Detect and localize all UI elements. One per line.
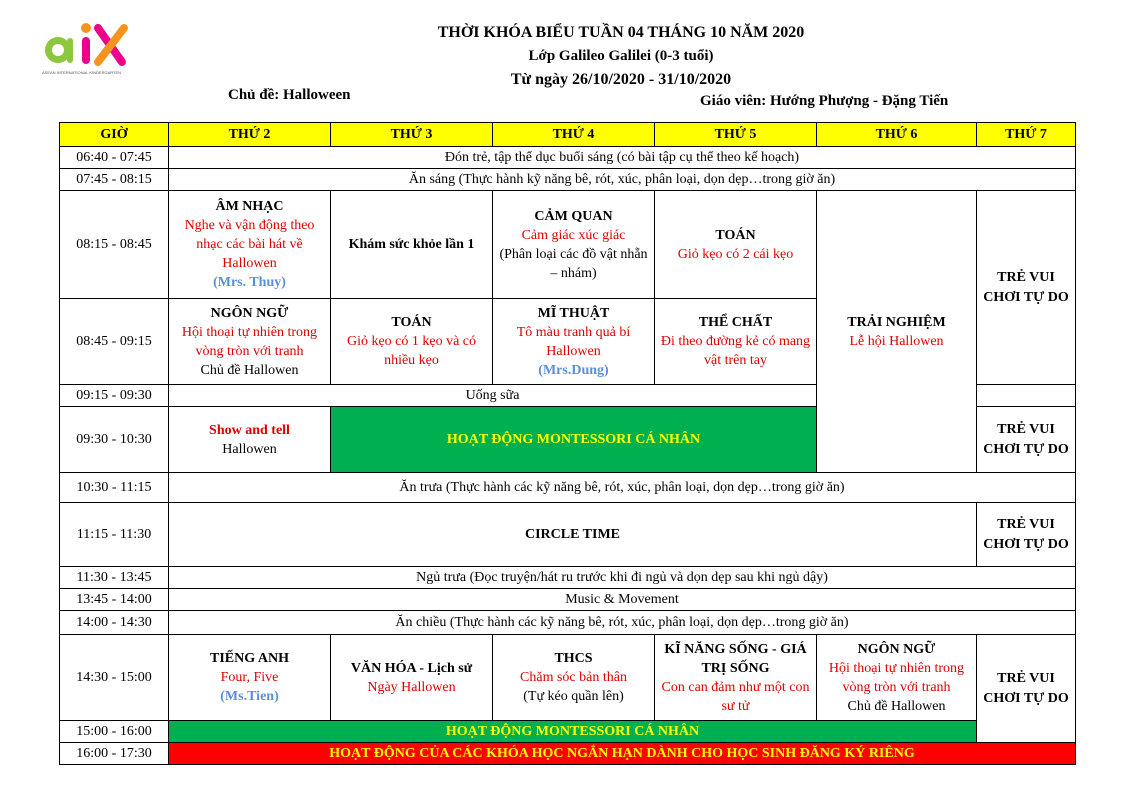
table-row [60, 191, 1076, 299]
time-cell: 15:00 - 16:00 [60, 721, 169, 743]
lesson-title: NGÔN NGỮ [857, 641, 936, 657]
lesson-cell [493, 635, 655, 721]
lesson-teacher: (Ms.Tien) [220, 689, 279, 704]
free-play-cell: TRẺ VUI CHƠI TỰ DO [977, 191, 1076, 385]
class-line: Lớp Galileo Galilei (0-3 tuổi) [528, 48, 714, 64]
header-row [60, 123, 1076, 147]
free-play-cell: TRẺ VUI CHƠI TỰ DO [977, 503, 1076, 567]
table-row [60, 743, 1076, 765]
lesson-teacher: (Mrs. Thuy) [213, 275, 286, 290]
table-row [60, 473, 1076, 503]
activity-cell: Đón trẻ, tập thể dục buổi sáng (có bài tập cụ thể theo kế hoạch) [169, 147, 1076, 169]
lesson-title: Show and tell [209, 422, 290, 438]
empty-cell [977, 385, 1076, 407]
lesson-cell [169, 635, 331, 721]
lesson-cell [493, 191, 655, 299]
col-wed: THỨ 4 [493, 123, 655, 147]
montessori-cell: HOẠT ĐỘNG MONTESSORI CÁ NHÂN [331, 407, 817, 473]
lesson-cell [331, 635, 493, 721]
lesson-cell [331, 191, 493, 299]
lesson-cell [331, 299, 493, 385]
table-row [60, 147, 1076, 169]
lesson-cell [169, 299, 331, 385]
lesson-title: NGÔN NGỮ [210, 305, 289, 321]
col-mon: THỨ 2 [169, 123, 331, 147]
lesson-desc: Cảm giác xúc giác [521, 227, 626, 243]
table-row [60, 567, 1076, 589]
col-time: GIỜ [60, 123, 169, 147]
time-cell: 16:00 - 17:30 [60, 743, 169, 765]
table-row [60, 503, 1076, 567]
table-row [60, 635, 1076, 721]
lesson-desc: Giỏ kẹo có 1 kẹo và có nhiều kẹo [346, 334, 477, 368]
lesson-title: THCS [554, 651, 593, 666]
lesson-desc: Hội thoại tự nhiên trong vòng tròn với tranh [828, 660, 965, 695]
montessori-cell: HOẠT ĐỘNG MONTESSORI CÁ NHÂN [169, 721, 977, 743]
lesson-title: ÂM NHẠC [215, 199, 284, 214]
table-row [60, 721, 1076, 743]
table-row [60, 589, 1076, 611]
lesson-title: TRẢI NGHIỆM [847, 314, 946, 330]
time-cell: 14:30 - 15:00 [60, 635, 169, 721]
activity-cell: Ngủ trưa (Đọc truyện/hát ru trước khi đi ngủ và dọn dẹp sau khi ngủ dậy) [169, 567, 1076, 589]
time-cell: 08:45 - 09:15 [60, 299, 169, 385]
activity-cell: Ăn chiều (Thực hành các kỹ năng bê, rót, xúc, phân loại, dọn dẹp…trong giờ ăn) [169, 611, 1076, 635]
lesson-desc: Nghe và vận động theo nhạc các bài hát về Hallowen [184, 218, 315, 271]
lesson-title: Khám sức khỏe lần 1 [348, 237, 475, 252]
lesson-desc: Con can đảm như một con sư tử [661, 679, 810, 714]
time-cell: 08:15 - 08:45 [60, 191, 169, 299]
lesson-desc: Giỏ kẹo có 2 cái kẹo [677, 246, 794, 262]
table-row [60, 169, 1076, 191]
col-tue: THỨ 3 [331, 123, 493, 147]
page-title: THỜI KHÓA BIỂU TUẦN 04 THÁNG 10 NĂM 2020 [437, 24, 805, 41]
lesson-cell [655, 191, 817, 299]
lesson-title: CẢM QUAN [534, 208, 613, 224]
time-cell: 11:15 - 11:30 [60, 503, 169, 567]
activity-cell: Music & Movement [169, 589, 1076, 611]
special-course-cell: HOẠT ĐỘNG CỦA CÁC KHÓA HỌC NGẮN HẠN DÀNH CHO HỌC SINH ĐĂNG KÝ RIÊNG [169, 743, 1076, 765]
lesson-title: TOÁN [391, 315, 432, 330]
time-cell: 09:30 - 10:30 [60, 407, 169, 473]
activity-cell: Ăn trưa (Thực hành các kỹ năng bê, rót, xúc, phân loại, dọn dẹp…trong giờ ăn) [169, 473, 1076, 503]
lesson-title: KĨ NĂNG SỐNG - GIÁ TRỊ SỐNG [664, 641, 807, 676]
lesson-note: Chủ đề Hallowen [847, 698, 946, 714]
time-cell: 10:30 - 11:15 [60, 473, 169, 503]
lesson-title: TOÁN [715, 227, 756, 243]
lesson-desc: Tô màu tranh quả bí Hallowen [516, 324, 631, 359]
lesson-cell [493, 299, 655, 385]
lesson-note: Hallowen [222, 441, 277, 457]
lesson-title: MĨ THUẬT [537, 305, 610, 321]
col-thu: THỨ 5 [655, 123, 817, 147]
lesson-cell [655, 299, 817, 385]
lesson-cell [817, 191, 977, 473]
lesson-note: Chủ đề Hallowen [200, 362, 299, 378]
time-cell: 09:15 - 09:30 [60, 385, 169, 407]
lesson-note: (Tự kéo quần lên) [523, 689, 624, 704]
teacher-label: Giáo viên: Hướng Phượng - Đặng Tiến [700, 93, 949, 109]
lesson-cell [169, 191, 331, 299]
lesson-teacher: (Mrs.Dung) [538, 362, 609, 378]
lesson-desc: Lễ hội Hallowen [849, 333, 944, 349]
col-sat: THỨ 7 [977, 123, 1076, 147]
timetable [59, 122, 1076, 765]
time-cell: 11:30 - 13:45 [60, 567, 169, 589]
lesson-title: TIẾNG ANH [210, 651, 289, 666]
lesson-cell [817, 635, 977, 721]
free-play-cell: TRẺ VUI CHƠI TỰ DO [977, 635, 1076, 743]
time-cell: 13:45 - 14:00 [60, 589, 169, 611]
logo-subtitle: ASEAN INTERNATIONAL KINDERGARTEN [42, 70, 122, 75]
lesson-note: (Phân loại các đồ vật nhẵn – nhám) [499, 246, 648, 281]
time-cell: 14:00 - 14:30 [60, 611, 169, 635]
circle-time-cell: CIRCLE TIME [169, 503, 977, 567]
date-range: Từ ngày 26/10/2020 - 31/10/2020 [510, 71, 732, 88]
lesson-desc: Hội thoại tự nhiên trong vòng tròn với tranh [181, 324, 318, 359]
lesson-title: THỂ CHẤT [698, 315, 773, 330]
lesson-desc: Ngày Hallowen [367, 679, 456, 695]
activity-cell: Uống sữa [169, 385, 817, 407]
table-row [60, 611, 1076, 635]
col-fri: THỨ 6 [817, 123, 977, 147]
lesson-desc: Chăm sóc bản thân [520, 670, 627, 685]
lesson-title: VĂN HÓA - Lịch sử [350, 660, 473, 676]
free-play-cell: TRẺ VUI CHƠI TỰ DO [977, 407, 1076, 473]
subject-label: Chủ đề: Halloween [228, 87, 351, 103]
lesson-desc: Four, Five [220, 670, 279, 685]
lesson-desc: Đi theo đường kẻ có mang vật trên tay [660, 334, 811, 368]
activity-cell: Ăn sáng (Thực hành kỹ năng bê, rót, xúc, phân loại, dọn dẹp…trong giờ ăn) [169, 169, 1076, 191]
time-cell: 07:45 - 08:15 [60, 169, 169, 191]
lesson-cell [655, 635, 817, 721]
time-cell: 06:40 - 07:45 [60, 147, 169, 169]
lesson-cell [169, 407, 331, 473]
